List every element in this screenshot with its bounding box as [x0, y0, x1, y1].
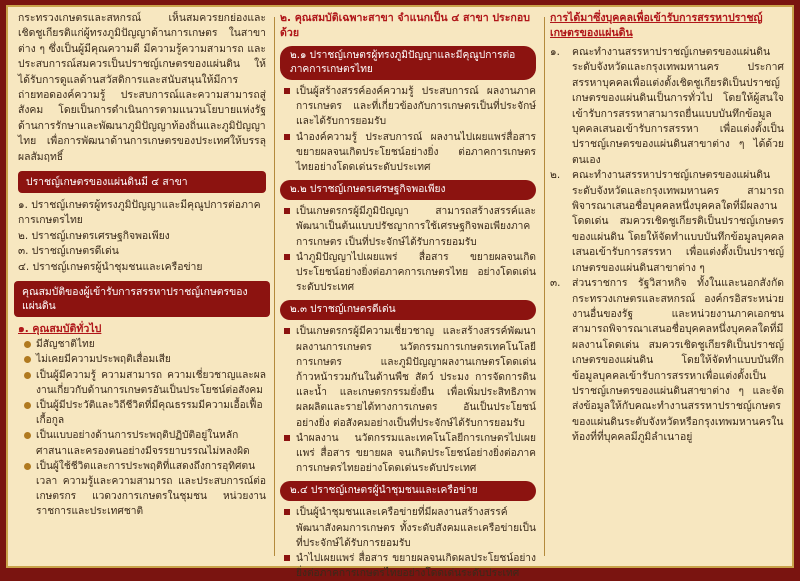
bullet-icon — [284, 254, 290, 260]
process-text: คณะทำงานสรรหาปราชญ์เกษตรของแผ่นดินระดับจังหวัดและกรุงเทพมหานคร ประกาศสรรหาบุคคลเพื่อแต่งตั้งเชิดชูเกียรติเป็นปราชญ์เกษตรของแผ่นดินเป็นการทั่วไป โดยให้ผู้สนใจเข้ารับการสรรหาสามารถยื่นแบบบันทึกข้อมูลบุคคลเสนอเข้ารับการสรรหา เพื่อแต่งตั้งเป็นปราชญ์เกษตรของแผ่นดินสาขาต่าง ๆ ได้ด้วยตนเอง — [572, 46, 784, 166]
bullet-icon — [24, 402, 31, 409]
branch-item: ๑. ปราชญ์เกษตรผู้ทรงภูมิปัญญาและมีคุณูปการต่อภาคการเกษตรไทย — [18, 199, 261, 227]
section-header-2-1: ๒.๑ ปราชญ์เกษตรผู้ทรงภูมิปัญญาและมีคุณูปการต่อภาคการเกษตรไทย — [280, 46, 536, 80]
bullet-icon — [284, 134, 290, 140]
branch-item: ๓. ปราชญ์เกษตรดีเด่น — [18, 245, 119, 258]
general-qualification-list — [18, 337, 266, 519]
list-item: เป็นเกษตรกรผู้มีความเชี่ยวชาญ และสร้างสรรค์พัฒนาผลงานการเกษตร นวัตกรรมการเกษตรเทคโนโลยีการเกษตร และภูมิปัญญาผลงานเกษตรโดดเด่นก้าวหน้ารวมกันในด้านพืช สัตว์ ประมง การจัดการดินและน้ำ และเกษตรกรรมยั่งยืน เพื่อเพิ่มประสิทธิภาพผลผลิตและรายได้ทางการเกษตร อันเป็นประโยชน์อย่างยิ่ง ต่อสังคมอย่างเป็นที่ประจักษ์ได้รับการยอมรับ — [296, 324, 536, 430]
section-header-2-2: ๒.๒ ปราชญ์เกษตรเศรษฐกิจพอเพียง — [280, 180, 536, 200]
list-item: เป็นผู้นำชุมชนและเครือข่ายที่มีผลงานสร้างสรรค์พัฒนาสังคมการเกษตร ทั้งระดับสังคมและเครือข่ายเป็นที่ประจักษ์ได้รับการยอมรับ — [296, 505, 536, 551]
bullet-icon — [284, 208, 290, 214]
column-middle — [274, 7, 544, 580]
qualification-header: คุณสมบัติของผู้เข้ารับการสรรหาปราชญ์เกษตรของแผ่นดิน — [14, 281, 270, 317]
branches-list — [18, 198, 266, 275]
list-item: นำภูมิปัญญาไปเผยแพร่ สื่อสาร ขยายผลจนเกิดประโยชน์อย่างยิ่งต่อภาคการเกษตรไทย อย่างโดดเด่นระดับประเทศ — [296, 250, 536, 296]
selection-process-title: การได้มาซึ่งบุคคลเพื่อเข้ารับการสรรหาปราชญ์เกษตรของแผ่นดิน — [550, 12, 763, 39]
bullet-icon — [284, 509, 290, 515]
process-text: คณะทำงานสรรหาปราชญ์เกษตรของแผ่นดินระดับจังหวัดและกรุงเทพมหานคร สามารถพิจารณาเสนอชื่อบุคคลหนึ่งบุคคลใดที่มีผลงานโดดเด่น สมควรเชิดชูเกียรติเป็นปราชญ์เกษตรของแผ่นดิน โดยให้จัดทำแบบบันทึกข้อมูลบุคคลเสนอเข้ารับการสรรหา เพื่อแต่งตั้งเป็นปราชญ์เกษตรของแผ่นดินสาขาต่าง ๆ — [572, 169, 784, 274]
list-item: เป็นเกษตรกรผู้มีภูมิปัญญา สามารถสร้างสรรค์และพัฒนาเป็นต้นแบบปรัชญาการใช้เศรษฐกิจพอเพียงภาคการเกษตร เป็นที่ประจักษ์ได้รับการยอมรับ — [296, 204, 536, 250]
intro-paragraph: กระทรวงเกษตรและสหกรณ์ เห็นสมควรยกย่องและเชิดชูเกียรติแก่ผู้ทรงภูมิปัญญาด้านการเกษตร ในสาขาต่าง ๆ ซึ่งเป็นผู้มีคุณความดี มีความรู้ความสามารถ และประสบการณ์สมควรเป็นปราชญ์เกษตรของแผ่นดิน ให้ได้รับการดูแลด้านสวัสดิการและสนับสนุนให้มีการถ่ายทอดองค์ความรู้ ประสบการณ์และความสามารถสู่สังคม โดยเป็นการดำเนินการตามแนวนโยบายแห่งรัฐด้านการรักษาและพัฒนาภูมิปัญญาท้องถิ่นและภูมิปัญญาไทย เพื่อการพัฒนาด้านการเกษตรของประเทศให้บรรลุผลสัมฤทธิ์ — [18, 12, 266, 163]
bullet-icon — [24, 341, 31, 348]
process-text: ส่วนราชการ รัฐวิสาหกิจ ทั้งในและนอกสังกัดกระทรวงเกษตรและสหกรณ์ องค์กรอิสระหน่วยงานอื่นของรัฐ และหน่วยงานภาคเอกชนสามารถพิจารณาเสนอชื่อบุคคลหนึ่งบุคคลใดที่มีผลงานโดดเด่น สมควรเชิดชูเกียรติเป็นปราชญ์เกษตรของแผ่นดิน โดยให้จัดทำแบบบันทึกข้อมูลบุคคลเข้ารับการสรรหาเพื่อแต่งตั้งเป็นปราชญ์เกษตรของแผ่นดินสาขาต่าง ๆ และจัดส่งข้อมูลให้กับคณะทำงานสรรหาปราชญ์เกษตรของแผ่นดินระดับจังหวัดหรือกรุงเทพมหานครในท้องที่ที่บุคคลมีภูมิลำเนาอยู่ — [572, 277, 784, 444]
branches-header: ปราชญ์เกษตรของแผ่นดินมี ๔ สาขา — [18, 171, 266, 193]
process-item — [550, 168, 784, 276]
column-left — [8, 7, 274, 566]
list-item: นำผลงาน นวัตกรรมและเทคโนโลยีการเกษตรไปเผยแพร่ สื่อสาร ขยายผล จนเกิดประโยชน์อย่างยิ่งต่อภาคการเกษตรไทยอย่างโดดเด่นระดับประเทศ — [296, 431, 536, 477]
process-number: ๓. — [550, 277, 561, 290]
section-list-2-2 — [280, 204, 536, 295]
bullet-icon — [284, 435, 290, 441]
section-header-2-3: ๒.๓ ปราชญ์เกษตรดีเด่น — [280, 300, 536, 320]
bullet-icon — [24, 372, 31, 379]
bullet-icon — [284, 88, 290, 94]
list-item: เป็นผู้มีความรู้ ความสามารถ ความเชี่ยวชาญและผลงานเกี่ยวกับด้านการเกษตรอันเป็นประโยชน์ต่อสังคม — [36, 368, 266, 398]
section-header-2-4: ๒.๔ ปราชญ์เกษตรผู้นำชุมชนและเครือข่าย — [280, 481, 536, 501]
list-item: เป็นผู้มีประวัติและวิถีชีวิตที่มีคุณธรรมมีความเอื้อเฟื้อเกื้อกูล — [36, 398, 266, 428]
brochure-panel — [6, 5, 794, 580]
list-item: ไม่เคยมีความประพฤติเสื่อมเสีย — [36, 352, 266, 367]
specific-qualification-title: ๒. คุณสมบัติเฉพาะสาขา จำแนกเป็น ๔ สาขา ประกอบด้วย — [280, 12, 530, 39]
section-list-2-1 — [280, 84, 536, 175]
list-item: เป็นแบบอย่างด้านการประพฤติปฏิบัติอยู่ในหลักศาสนาและครองตนอย่างมีจรรยาบรรณไม่หลงผิด — [36, 428, 266, 458]
process-number: ๒. — [550, 169, 561, 182]
process-number: ๑. — [550, 46, 560, 58]
column-right — [544, 7, 794, 566]
process-item — [550, 45, 784, 168]
list-item: เป็นผู้สร้างสรรค์องค์ความรู้ ประสบการณ์ ผลงานภาคการเกษตร และที่เกี่ยวข้องกับการเกษตรเป็นที่ประจักษ์และได้รับการยอมรับ — [296, 84, 536, 130]
bullet-icon — [24, 463, 31, 470]
bullet-icon — [284, 328, 290, 334]
bullet-icon — [24, 432, 31, 439]
list-item: นำไปเผยแพร่ สื่อสาร ขยายผลจนเกิดผลประโยชน์อย่างยิ่งต่อภาคการเกษตรไทยอย่างโดดเด่นระดับประเทศ — [296, 551, 536, 581]
section-list-2-4 — [280, 505, 536, 581]
list-item: เป็นผู้ใช้ชีวิตและการประพฤติที่แสดงถึงการอุทิศตนเวลา ความรู้และความสามารถ และประสบการณ์ต่อเกษตรกร แวดวงการเกษตรในชุมชน หน่วยงานราชการและประเทศชาติ — [36, 459, 266, 520]
section-list-2-3 — [280, 324, 536, 476]
bullet-icon — [284, 555, 290, 561]
process-item — [550, 276, 784, 445]
bullet-icon — [24, 356, 31, 363]
list-item: มีสัญชาติไทย — [36, 337, 266, 352]
branch-item: ๔. ปราชญ์เกษตรผู้นำชุมชนและเครือข่าย — [18, 260, 203, 273]
branch-item: ๒. ปราชญ์เกษตรเศรษฐกิจพอเพียง — [18, 229, 170, 242]
general-qualification-title: ๑. คุณสมบัติทั่วไป — [18, 323, 102, 336]
list-item: นำองค์ความรู้ ประสบการณ์ ผลงานไปเผยแพร่สื่อสาร ขยายผลจนเกิดประโยชน์อย่างยิ่ง ต่อภาคการเกษตรไทยอย่างโดดเด่นระดับประเทศ — [296, 130, 536, 176]
